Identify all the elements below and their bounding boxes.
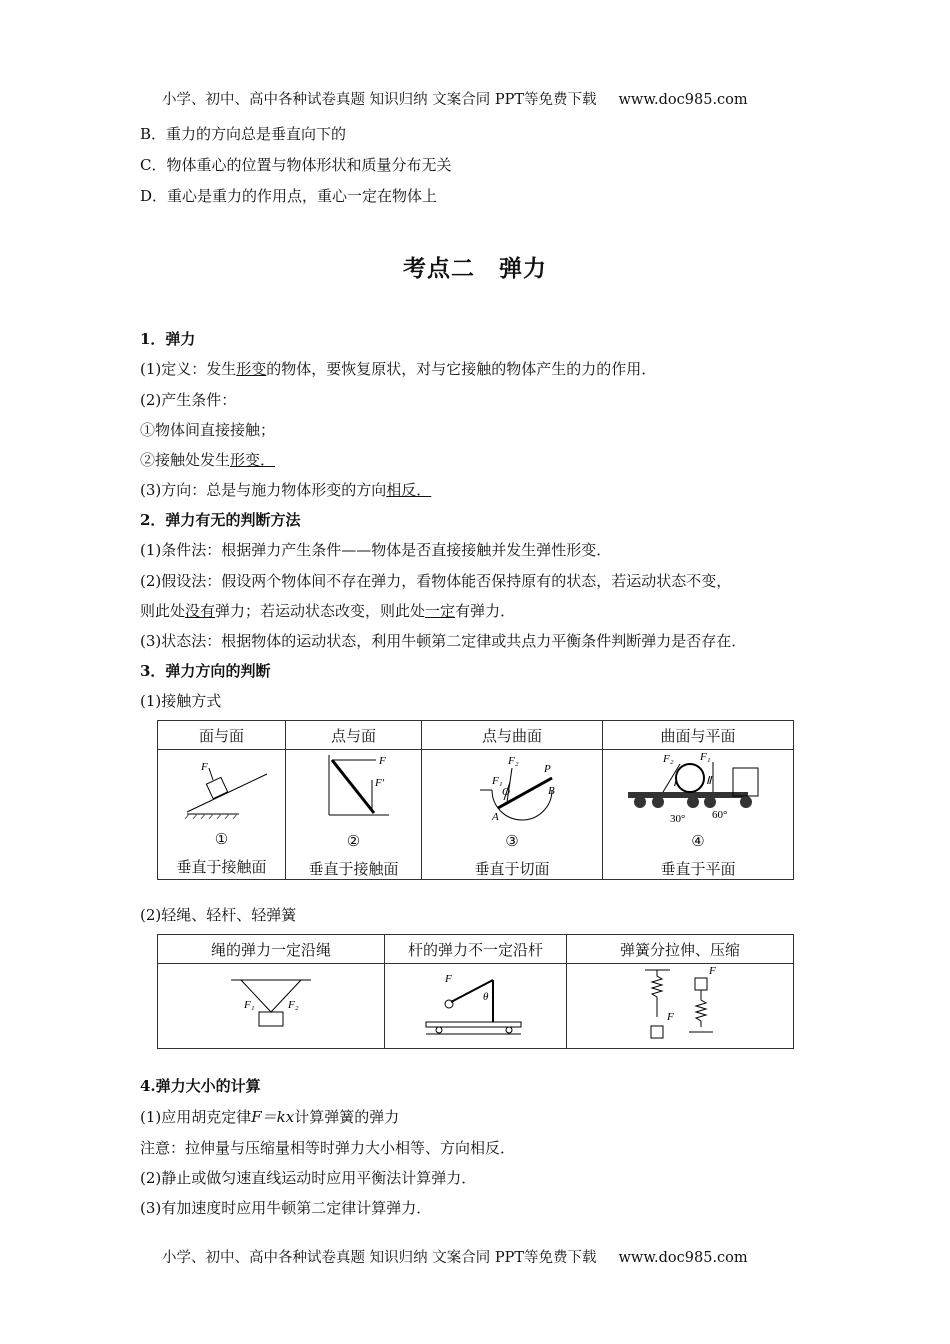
text: 则此处 bbox=[140, 602, 186, 620]
s3-sub1: (1)接触方式 bbox=[140, 692, 222, 710]
point-label: B bbox=[548, 785, 555, 797]
force-label: F₂ bbox=[663, 753, 674, 765]
force-label: F bbox=[709, 965, 716, 977]
page-footer bbox=[162, 1246, 748, 1267]
option-b: B．重力的方向总是垂直向下的 bbox=[140, 125, 347, 143]
incline-block-figure bbox=[167, 752, 277, 824]
figure-number: ④ bbox=[691, 832, 705, 850]
figure-caption: 垂直于接触面 bbox=[176, 858, 267, 876]
s1-cond-2 bbox=[140, 450, 275, 470]
figure-cell-3 bbox=[422, 750, 603, 880]
s4-line-1 bbox=[140, 1107, 399, 1127]
footer-url[interactable]: www.doc985.com bbox=[618, 1250, 748, 1266]
rod-cart-figure bbox=[421, 968, 531, 1040]
s4-heading: 4.弹力大小的计算 bbox=[140, 1077, 261, 1095]
s4-line-4: (3)有加速度时应用牛顿第二定律计算弹力． bbox=[140, 1199, 432, 1217]
rope-rod-spring-table bbox=[157, 934, 794, 1049]
angle-label: θ bbox=[482, 991, 488, 1003]
underlined-text: 没有 bbox=[185, 602, 216, 620]
force-label: F₁ bbox=[244, 999, 255, 1011]
s2-method-2: (2)假设法：假设两个物体间不存在弹力，看物体能否保持原有的状态，若运动状态不变， bbox=[140, 572, 732, 590]
s1-definition bbox=[140, 359, 656, 379]
point-label: A bbox=[492, 811, 499, 823]
text: 计算弹簧的弹力 bbox=[294, 1108, 400, 1126]
figure-caption: 垂直于接触面 bbox=[308, 860, 399, 878]
page-header bbox=[162, 88, 748, 109]
s1-condition: (2)产生条件： bbox=[140, 391, 237, 409]
force-label: F bbox=[200, 761, 208, 773]
option-d: D．重心是重力的作用点，重心一定在物体上 bbox=[140, 187, 438, 205]
force-label: F₂ bbox=[288, 999, 299, 1011]
figure-number: ③ bbox=[505, 832, 519, 850]
s3-sub2: (2)轻绳、轻杆、轻弹簧 bbox=[140, 906, 297, 924]
s4-line-3: (2)静止或做匀速直线运动时应用平衡法计算弹力． bbox=[140, 1169, 477, 1187]
figure-cell-2 bbox=[286, 750, 422, 880]
text: (3)方向：总是与施力物体形变的方向 bbox=[140, 481, 387, 499]
force-label: F bbox=[444, 973, 452, 985]
angle-label: 30° bbox=[670, 813, 686, 825]
text: (1)应用胡克定律 bbox=[140, 1108, 252, 1126]
s4-line-2: 注意：拉伸量与压缩量相等时弹力大小相等、方向相反． bbox=[140, 1139, 516, 1157]
formula: F＝kx bbox=[251, 1108, 295, 1126]
angle-label: 60° bbox=[712, 809, 728, 821]
point-label: O bbox=[502, 786, 510, 798]
underlined-text: 形变． bbox=[230, 451, 276, 469]
point-label: P bbox=[544, 763, 551, 775]
s2-method-1: (1)条件法：根据弹力产生条件——物体是否直接接触并发生弹性形变． bbox=[140, 541, 612, 559]
rod-bowl-figure bbox=[452, 750, 572, 826]
figure-caption: 垂直于平面 bbox=[660, 860, 736, 878]
spring-figure-cell bbox=[567, 964, 794, 1049]
force-label: F bbox=[378, 755, 386, 767]
s1-heading: 1．弹力 bbox=[140, 330, 196, 348]
rod-figure-cell bbox=[385, 964, 567, 1049]
text: 有弹力． bbox=[455, 602, 516, 620]
s1-direction bbox=[140, 480, 431, 500]
text: (1)定义：发生 bbox=[140, 360, 237, 378]
force-label: F bbox=[667, 1011, 674, 1023]
text: 的物体，要恢复原状，对与它接触的物体产生的力的作用． bbox=[266, 360, 657, 378]
section-title: 考点二 弹力 bbox=[403, 255, 547, 282]
table-header: 杆的弹力不一定沿杆 bbox=[385, 935, 567, 964]
s2-heading: 2．弹力有无的判断方法 bbox=[140, 511, 301, 529]
figure-caption: 垂直于切面 bbox=[474, 860, 550, 878]
force-label: F₂ bbox=[508, 755, 519, 767]
header-url[interactable]: www.doc985.com bbox=[618, 92, 748, 108]
s3-heading: 3．弹力方向的判断 bbox=[140, 662, 271, 680]
table-header: 面与面 bbox=[158, 721, 286, 750]
force-label: F₁ bbox=[492, 775, 503, 787]
spring-figure bbox=[625, 964, 735, 1044]
underlined-text: 一定 bbox=[425, 602, 456, 620]
option-c: C．物体重心的位置与物体形状和质量分布无关 bbox=[140, 156, 452, 174]
rope-figure bbox=[206, 968, 336, 1040]
figure-cell-1 bbox=[158, 750, 286, 880]
s2-method-2b bbox=[140, 601, 515, 621]
underlined-text: 形变 bbox=[236, 360, 267, 378]
truck-pipe-figure bbox=[618, 750, 778, 826]
table-header: 点与面 bbox=[286, 721, 422, 750]
table-header: 曲面与平面 bbox=[603, 721, 794, 750]
rope-figure-cell bbox=[158, 964, 385, 1049]
rod-wall-figure bbox=[304, 750, 404, 826]
text: 弹力；若运动状态改变，则此处 bbox=[215, 602, 426, 620]
figure-number: ① bbox=[214, 830, 229, 848]
table-header: 绳的弹力一定沿绳 bbox=[158, 935, 385, 964]
underlined-text: 相反． bbox=[386, 481, 432, 499]
header-text: 小学、初中、高中各种试卷真题 知识归纳 文案合同 PPT等免费下载 bbox=[162, 92, 597, 108]
footer-text: 小学、初中、高中各种试卷真题 知识归纳 文案合同 PPT等免费下载 bbox=[162, 1250, 597, 1266]
support-label: Ⅱ bbox=[706, 775, 712, 787]
force-label: F₁ bbox=[700, 751, 711, 763]
s2-method-3: (3)状态法：根据物体的运动状态，利用牛顿第二定律或共点力平衡条件判断弹力是否存在． bbox=[140, 632, 747, 650]
table-header: 点与曲面 bbox=[422, 721, 603, 750]
contact-type-table bbox=[157, 720, 794, 880]
table-header: 弹簧分拉伸、压缩 bbox=[567, 935, 794, 964]
figure-cell-4 bbox=[603, 750, 794, 880]
s1-cond-1: ①物体间直接接触； bbox=[140, 421, 276, 439]
text: ②接触处发生 bbox=[140, 451, 231, 469]
support-label: Ⅰ bbox=[673, 777, 677, 789]
figure-number: ② bbox=[346, 832, 361, 850]
force-label: F′ bbox=[374, 777, 384, 789]
